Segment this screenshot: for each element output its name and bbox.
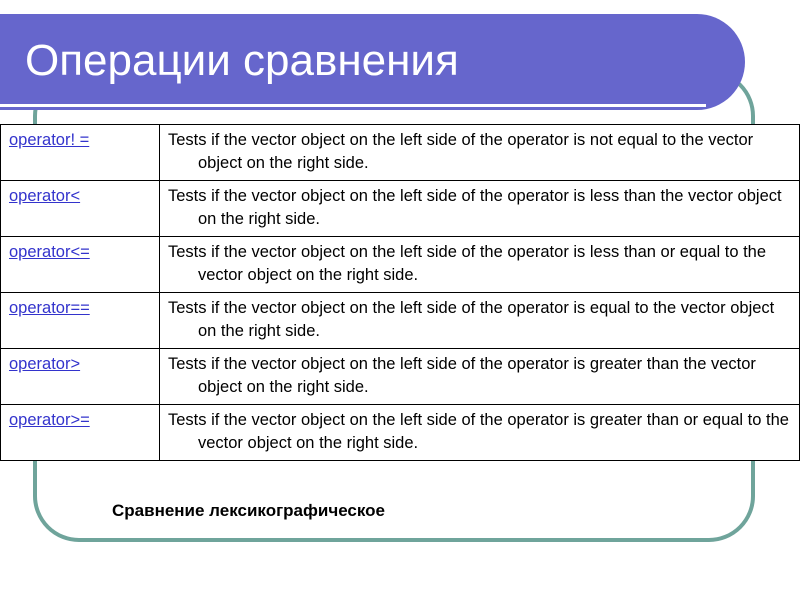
table-row <box>1 237 800 293</box>
operator-cell <box>1 237 160 293</box>
slide-title: Операции сравнения <box>25 36 459 85</box>
operator-cell <box>1 293 160 349</box>
operator-cell <box>1 125 160 181</box>
footer-note: Сравнение лексикографическое <box>112 501 385 520</box>
table-row <box>1 125 800 181</box>
operator-description: Tests if the vector object on the left side of the operator is greater than the vector object on the right side. <box>168 355 756 396</box>
operator-link[interactable]: operator== <box>9 299 90 317</box>
operators-table <box>0 124 800 461</box>
operator-link[interactable]: operator<= <box>9 243 90 261</box>
table-row <box>1 405 800 461</box>
operator-link[interactable]: operator! = <box>9 131 90 149</box>
table-row <box>1 293 800 349</box>
operator-cell <box>1 349 160 405</box>
operator-description: Tests if the vector object on the left side of the operator is less than the vector object on the right side. <box>168 187 782 228</box>
description-cell <box>160 125 800 181</box>
table-row <box>1 349 800 405</box>
description-cell <box>160 293 800 349</box>
title-underline <box>0 104 706 107</box>
operator-link[interactable]: operator< <box>9 187 81 205</box>
description-cell <box>160 237 800 293</box>
operator-description: Tests if the vector object on the left side of the operator is not equal to the vector object on the right side. <box>168 131 754 172</box>
operator-link[interactable]: operator>= <box>9 411 90 429</box>
table-row <box>1 181 800 237</box>
operator-link[interactable]: operator> <box>9 355 81 373</box>
operator-cell <box>1 405 160 461</box>
operator-cell <box>1 181 160 237</box>
operator-description: Tests if the vector object on the left side of the operator is equal to the vector object on the right side. <box>168 299 775 340</box>
description-cell <box>160 349 800 405</box>
description-cell <box>160 181 800 237</box>
operator-description: Tests if the vector object on the left side of the operator is less than or equal to the vector object on the right side. <box>168 243 767 284</box>
operator-description: Tests if the vector object on the left side of the operator is greater than or equal to the vector object on the right side. <box>168 411 789 452</box>
description-cell <box>160 405 800 461</box>
